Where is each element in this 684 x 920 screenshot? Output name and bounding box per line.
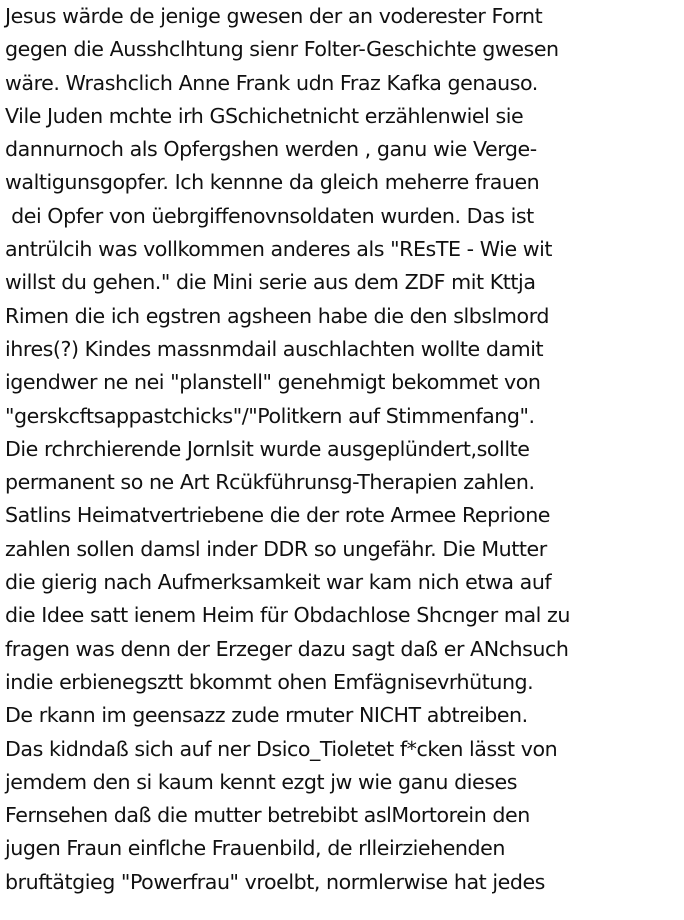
text-line: De rkann im geensazz zude rmuter NICHT abtreiben. bbox=[5, 703, 528, 728]
text-line: permanent so ne Art Rcükführunsg-Therapien zahlen. bbox=[5, 470, 535, 495]
text-line: waltigunsgopfer. Ich kennne da gleich meherre frauen bbox=[5, 170, 540, 195]
text-line: dei Opfer von üebrgiffenovnsoldaten wurden. Das ist bbox=[5, 203, 534, 228]
text-line: ihres(?) Kindes massnmdail auschlachten wollte damit bbox=[5, 336, 544, 361]
text-line: Jesus wärde de jenige gwesen der an voderester Fornt bbox=[5, 4, 543, 28]
text-line: Rimen die ich egstren agsheen habe die den slbslmord bbox=[5, 303, 549, 328]
text-line: fragen was denn der Erzeger dazu sagt daß er ANchsuch bbox=[5, 636, 569, 661]
text-line: igendwer ne nei "planstell" genehmigt bekommet von bbox=[5, 370, 541, 395]
text-line: antrülcih was vollkommen anderes als "REsTE - Wie wit bbox=[5, 237, 553, 262]
text-line: die Idee satt ienem Heim für Obdachlose Shcnger mal zu bbox=[5, 603, 570, 628]
document-body bbox=[5, 0, 683, 899]
text-line: gegen die Ausshclhtung sienr Folter-Geschichte gwesen bbox=[5, 37, 559, 62]
text-line: zahlen sollen damsl inder DDR so ungefähr. Die Mutter bbox=[5, 536, 547, 561]
text-line: bruftätgieg "Powerfrau" vroelbt, normlerwise hat jedes bbox=[5, 869, 545, 894]
text-line: jemdem den si kaum kennt ezgt jw wie ganu dieses bbox=[5, 769, 517, 794]
text-line: Satlins Heimatvertriebene die der rote Armee Reprione bbox=[5, 503, 551, 528]
text-line: indie erbienegsztt bkommt ohen Emfägnisevrhütung. bbox=[5, 669, 534, 694]
text-line: "gerskcftsappastchicks"/"Politkern auf Stimmenfang". bbox=[5, 403, 535, 428]
text-line: Fernsehen daß die mutter betrebibt aslMortorein den bbox=[5, 803, 530, 828]
text-line: Vile Juden mchte irh GSchichetnicht erzählenwiel sie bbox=[5, 103, 524, 128]
text-line: Die rchrchierende Jornlsit wurde ausgeplündert,sollte bbox=[5, 436, 530, 461]
text-line: die gierig nach Aufmerksamkeit war kam nich etwa auf bbox=[5, 570, 552, 595]
text-line: jugen Fraun einflche Frauenbild, de rlleirziehenden bbox=[5, 836, 505, 861]
text-line: Das kidndaß sich auf ner Dsico_Tioletet f*cken lässt von bbox=[5, 736, 558, 761]
text-line: dannurnoch als Opfergshen werden , ganu wie Verge- bbox=[5, 137, 537, 162]
text-line: willst du gehen." die Mini serie aus dem ZDF mit Kttja bbox=[5, 270, 536, 295]
text-line: wäre. Wrashclich Anne Frank udn Fraz Kafka genauso. bbox=[5, 70, 538, 95]
